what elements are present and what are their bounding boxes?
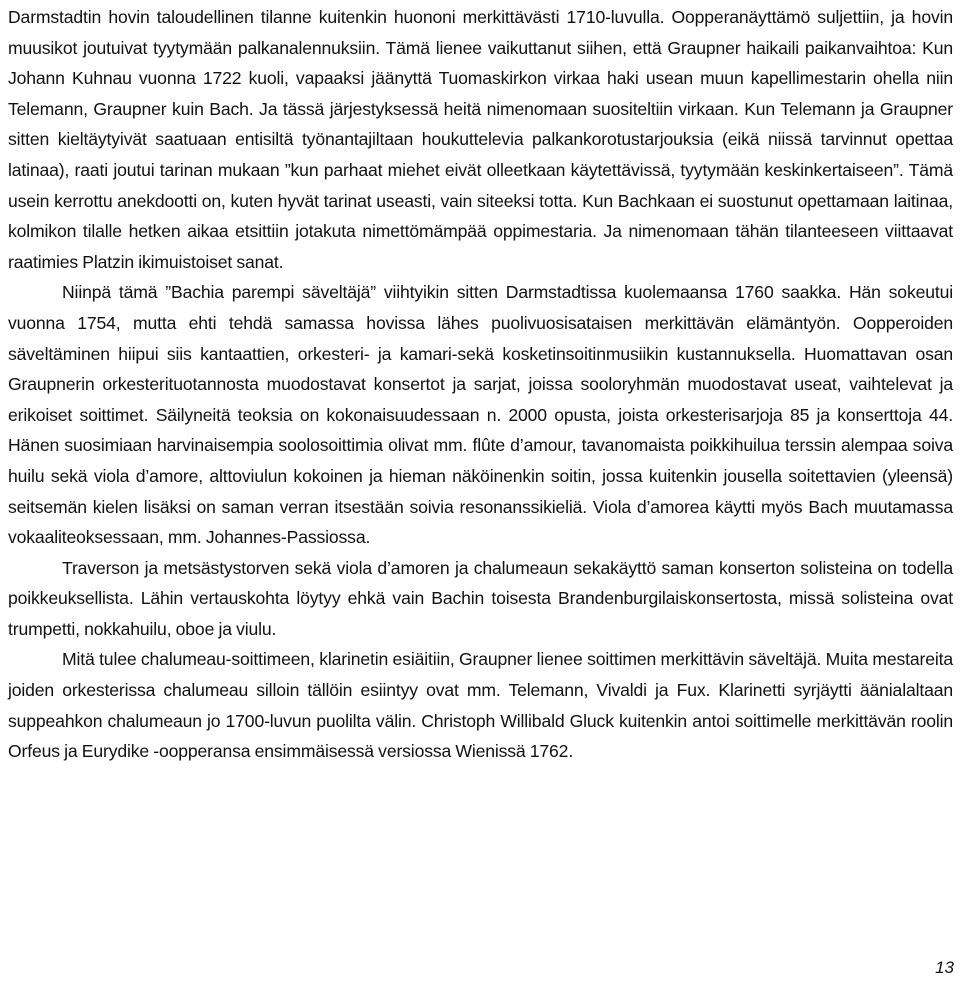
paragraph-better-composer: Niinpä tämä ”Bachia parempi säveltäjä” viihtyikin sitten Darmstadtissa kuolemaansa 1760 saakka. Hän sokeutui vuonna 1754, mutta ehti tehdä samassa hovissa lähes puolivuosisataisen merkittävän elämäntyön. Oopperoiden säveltäminen hiipui siis kantaattien, orkesteri- ja kamari-sekä kosketinsoitinmusiikin kustannuksella. Huomattavan osan Graupnerin orkesterituotannosta muodostavat konsertot ja sarjat, joissa sooloryhmän muodostavat useat, vaihtelevat ja erikoiset soittimet. Säilyneitä teoksia on kokonaisuudessaan n. 2000 opusta, joista orkesterisarjoja 85 ja konserttoja 44. Hänen suosimiaan harvinaisempia soolosoittimia olivat mm. flûte d’amour, tavanomaista poikkihuilua terssin alempaa soiva huilu sekä viola d’amore, alttoviulun kokoinen ja hieman näköinenkin soitin, jossa kuitenkin jousella soitettavien (yleensä) seitsemän kielen lisäksi on saman verran itsestään soivia resonanssikieliä. Viola d’amorea käytti myös Bach muutamassa vokaaliteoksessaan, mm. Johannes-Passiossa. bbox=[8, 282, 953, 548]
paragraph-darmstadt-finances: Darmstadtin hovin taloudellinen tilanne kuitenkin huononi merkittävästi 1710-luvulla. Oopperanäyttämö suljettiin, ja hovin muusikot joutuivat tyytymään palkanalennuksiin. Tämä lienee vaikuttanut siihen, että Graupner haikaili paikanvaihtoa: Kun Johann Kuhnau vuonna 1722 kuoli, vapaaksi jäänyttä Tuomaskirkon virkaa haki usean muun kapellimestarin ohella niin Telemann, Graupner kuin Bach. Ja tässä järjestyksessä heitä nimenomaan suositeltiin virkaan. Kun Telemann ja Graupner sitten kieltäytyivät saatuaan entisiltä työnantajiltaan houkuttelevia palkankorotustarjouksia (eikä niissä tarvinnut opettaa latinaa), raati joutui tarinan mukaan ”kun parhaat miehet eivät olleetkaan käytettävissä, tyytymään keskinkertaiseen”. Tämä usein kerrottu anekdootti on, kuten hyvät tarinat useasti, vain siteeksi totta. Kun Bachkaan ei suostunut opettamaan laitinaa, kolmikon tilalle hetken aikaa etsittiin jotakuta nimettömämpää oppimestaria. Ja nimenomaan tähän tilanteeseen viittaavat raatimies Platzin ikimuistoiset sanat. bbox=[8, 7, 953, 272]
paragraph-traverso-horn: Traverson ja metsästystorven sekä viola d’amoren ja chalumeaun sekakäyttö saman konserton solisteina on todella poikkeuksellista. Lähin vertauskohta löytyy ehkä vain Bachin toisesta Brandenburgilaiskonsertosta, missä solisteina ovat trumpetti, nokkahuilu, oboe ja viulu. bbox=[8, 557, 953, 639]
page-number: 13 bbox=[935, 958, 954, 977]
page-body bbox=[8, 2, 953, 767]
paragraph-chalumeau: Mitä tulee chalumeau-soittimeen, klarinetin esiäitiin, Graupner lienee soittimen merkittävin säveltäjä. Muita mestareita joiden orkesterissa chalumeau silloin tällöin esiintyy ovat mm. Telemann, Vivaldi ja Fux. Klarinetti syrjäytti äänialaltaan suppeahkon chalumeaun jo 1700-luvun puolilta välin. Christoph Willibald Gluck kuitenkin antoi soittimelle merkittävän roolin Orfeus ja Eurydike -oopperansa ensimmäisessä versiossa Wienissä 1762. bbox=[8, 649, 953, 762]
